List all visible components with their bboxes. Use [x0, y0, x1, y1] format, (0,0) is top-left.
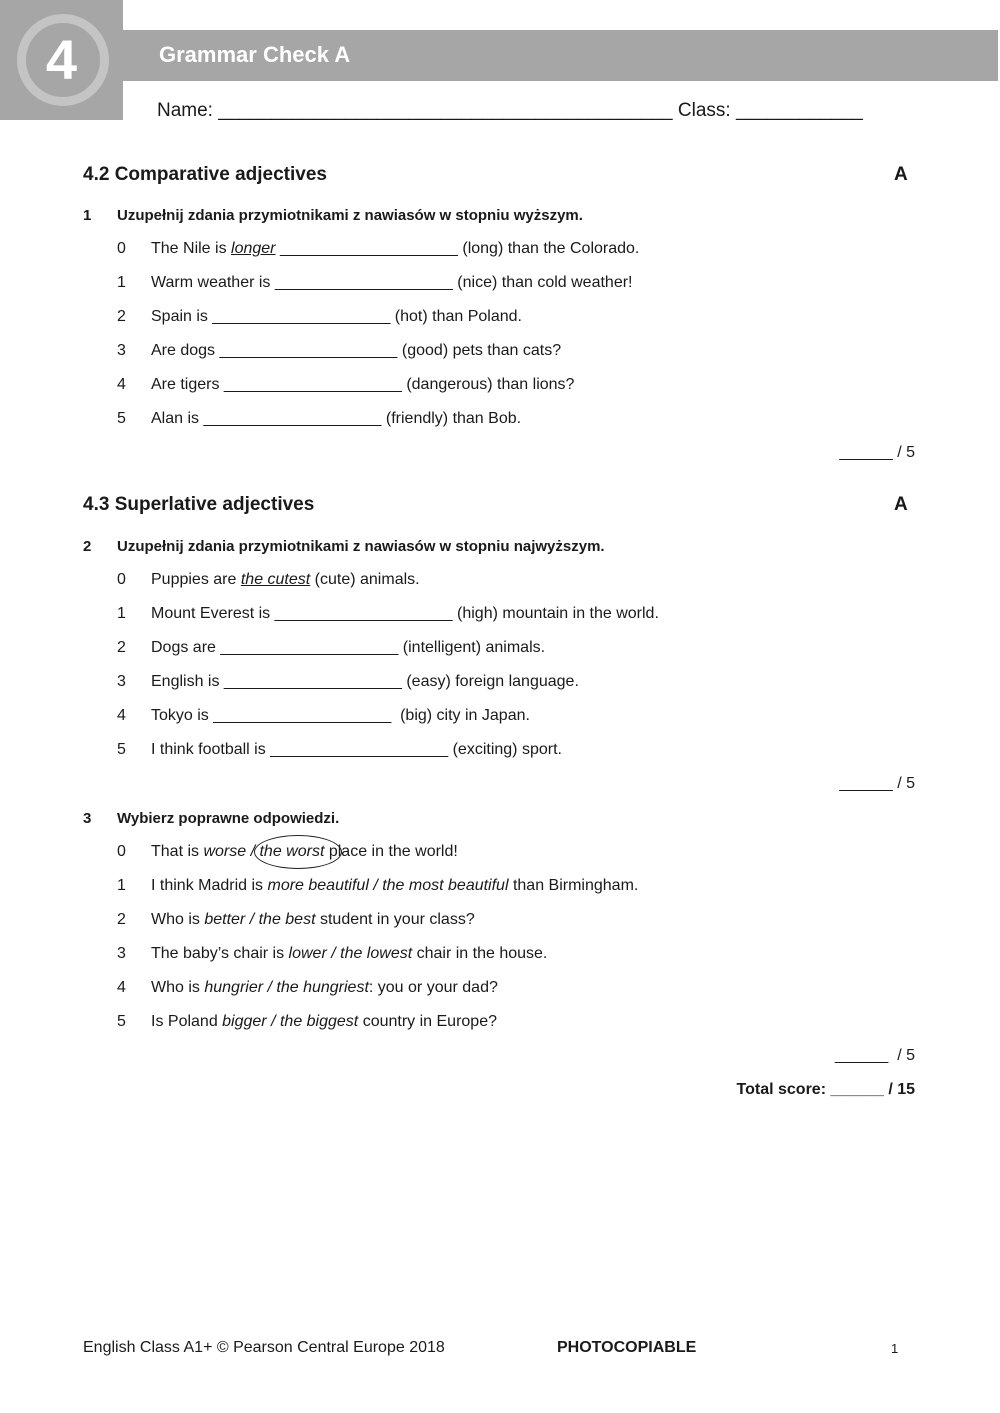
choice-sentence: [151, 945, 547, 963]
choice-before: That is: [151, 843, 204, 860]
item-number: 2: [117, 911, 126, 928]
task-number: 1: [83, 207, 92, 224]
footer-photocopiable: PHOTOCOPIABLE: [557, 1339, 697, 1356]
example-after: ____________________ (long) than the Colorado.: [275, 240, 640, 257]
footer-copyright: English Class A1+ © Pearson Central Europe 2018: [83, 1339, 445, 1356]
choice-before: The baby’s chair is: [151, 945, 289, 962]
choice-after: : you or your dad?: [368, 979, 498, 996]
task-number: 2: [83, 538, 92, 555]
exercise-sentence: Are dogs ____________________ (good) pets than cats?: [151, 342, 562, 359]
item-number: 4: [117, 376, 126, 393]
choice-after: country in Europe?: [358, 1013, 497, 1030]
item-number: 4: [117, 979, 126, 996]
example-answer: longer: [231, 240, 276, 257]
item-number: 3: [117, 945, 126, 962]
exercise-sentence: Tokyo is ____________________ (big) city in Japan.: [151, 707, 530, 724]
exercise-sentence: English is ____________________ (easy) foreign language.: [151, 673, 579, 690]
exercise-sentence: Spain is ____________________ (hot) than Poland.: [151, 308, 522, 325]
choice-before: Is Poland: [151, 1013, 223, 1030]
example-before: Puppies are: [151, 571, 241, 588]
choice-before: I think Madrid is: [151, 877, 268, 894]
item-number: 5: [117, 410, 126, 427]
choice-options: bigger / the biggest: [222, 1013, 359, 1030]
choice-options: hungrier / the hungriest: [204, 979, 369, 996]
task-instruction: Uzupełnij zdania przymiotnikami z nawiasów w stopniu najwyższym.: [117, 538, 605, 555]
choice-options: better / the best: [204, 911, 316, 928]
section-score: ______ / 5: [839, 775, 915, 792]
choice-after: than Birmingham.: [508, 877, 639, 894]
item-number: 1: [117, 274, 126, 291]
exercise-sentence: Dogs are ____________________ (intelligent) animals.: [151, 639, 546, 656]
item-number: 2: [117, 308, 126, 325]
item-number: 5: [117, 741, 126, 758]
exercise-sentence: Alan is ____________________ (friendly) than Bob.: [151, 410, 522, 427]
choice-sentence: [151, 979, 498, 997]
total-score: Total score: ______ / 15: [736, 1081, 915, 1098]
choice-before: Who is: [151, 979, 205, 996]
item-number: 0: [117, 240, 126, 257]
exercise-sentence: I think football is ____________________ (exciting) sport.: [151, 741, 562, 758]
choice-before: Who is: [151, 911, 205, 928]
exercise-sentence: Warm weather is ____________________ (nice) than cold weather!: [151, 274, 633, 291]
choice-options: worse / the worst: [203, 843, 325, 860]
section-title-comparative: 4.2 Comparative adjectives: [83, 164, 327, 185]
example-sentence: [151, 240, 639, 258]
task-instruction: Wybierz poprawne odpowiedzi.: [117, 810, 340, 827]
item-number: 3: [117, 673, 126, 690]
choice-after: chair in the house.: [412, 945, 548, 962]
item-number: 0: [117, 843, 126, 860]
section-score: ______ / 5: [834, 1047, 915, 1064]
example-sentence: [151, 571, 420, 589]
page-number: 1: [891, 1341, 899, 1356]
section-letter: A: [894, 164, 908, 185]
choice-after: place in the world!: [324, 843, 458, 860]
choice-options: more beautiful / the most beautiful: [267, 877, 509, 894]
item-number: 4: [117, 707, 126, 724]
item-number: 2: [117, 639, 126, 656]
item-number: 3: [117, 342, 126, 359]
page-title: Grammar Check A: [159, 42, 351, 67]
section-title-superlative: 4.3 Superlative adjectives: [83, 494, 315, 515]
choice-after: student in your class?: [315, 911, 475, 928]
name-class-line: Name: ___________________________________________ Class: ____________: [157, 100, 863, 121]
exercise-sentence: Mount Everest is ____________________ (high) mountain in the world.: [151, 605, 659, 622]
item-number: 0: [117, 571, 126, 588]
task-number: 3: [83, 810, 92, 827]
choice-sentence: [151, 1013, 497, 1031]
choice-sentence: [151, 911, 475, 929]
task-instruction: Uzupełnij zdania przymiotnikami z nawiasów w stopniu wyższym.: [117, 207, 583, 224]
section-letter: A: [894, 494, 908, 515]
item-number: 1: [117, 605, 126, 622]
choice-sentence: [151, 877, 638, 895]
choice-options: lower / the lowest: [288, 945, 413, 962]
answer-circle-mark: [254, 835, 342, 869]
example-after: (cute) animals.: [310, 571, 420, 588]
unit-number: 4: [45, 28, 78, 91]
example-answer: the cutest: [240, 571, 311, 588]
section-score: ______ / 5: [839, 444, 915, 461]
item-number: 5: [117, 1013, 126, 1030]
example-before: The Nile is: [151, 240, 232, 257]
exercise-sentence: Are tigers ____________________ (dangerous) than lions?: [151, 376, 575, 393]
item-number: 1: [117, 877, 126, 894]
